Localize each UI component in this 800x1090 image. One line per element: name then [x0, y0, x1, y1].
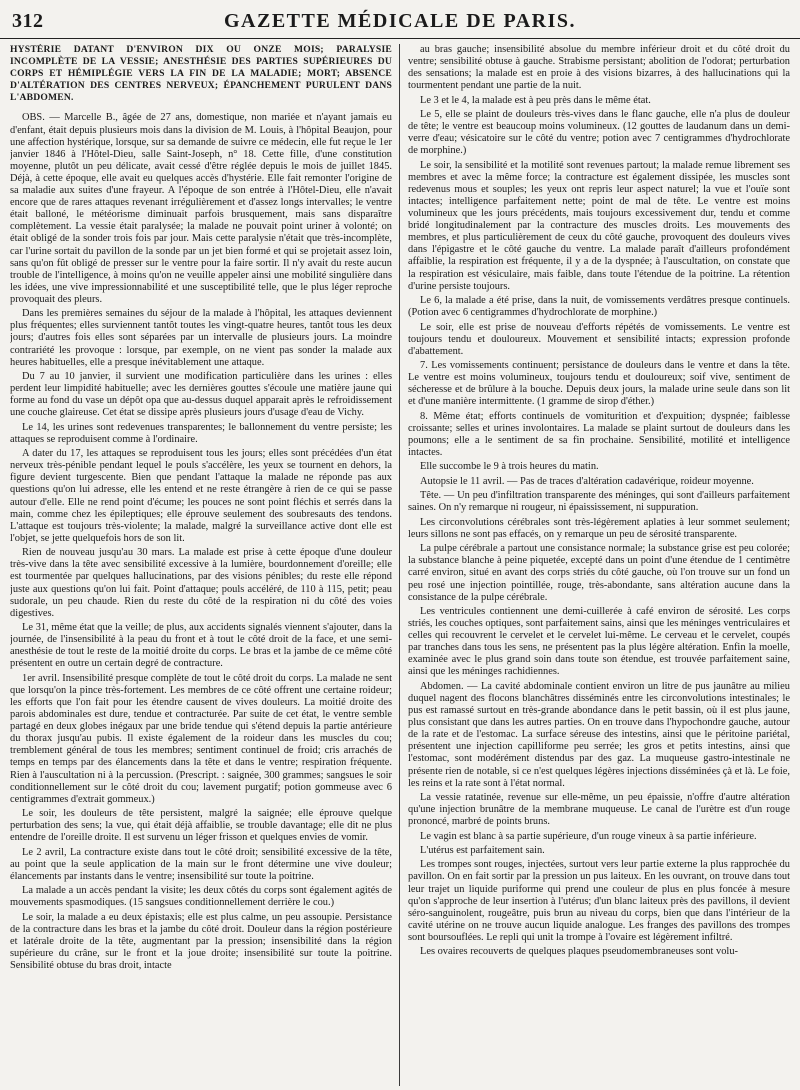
page-header	[0, 0, 800, 39]
case-paragraph: A dater du 17, les attaques se reproduisent tous les jours; elles sont précédées d'un état nerveux très-pénible pendant lequel le pouls s'accélère, les yeux se tournent en dehors, la figure devient turgescente. Bien que pendant l'attaque la malade ne réponde pas aux questions qu'on lui adresse, elle les entend et ne reste étrangère à rien de ce qui se passe autour d'elle. Elle ne rend point d'écume; les pouces ne sont point fléchis et serrés dans la main, comme chez les épileptiques; elle éprouve seulement des soubresauts des tendons. L'attaque est toujours très-violente; la malade, malgré la surveillance active dont elle est l'objet, se jette quelquefois hors de son lit.	[10, 448, 392, 544]
case-paragraph: 8. Même état; efforts continuels de vomiturition et d'expuition; dyspnée; faiblesse croissante; selles et urines involontaires. La malade se plaint surtout de douleurs dans les poumons; elle a le sentiment de sa fin prochaine. Sensibilité, motilité et intelligence intactes.	[408, 410, 790, 459]
case-paragraph: 1er avril. Insensibilité presque complète de tout le côté droit du corps. La malade ne sent que lorsqu'on la pince très-fortement. Les membres de ce côté offrent une certaine roideur; les efforts que l'on fait pour les étendre causent de vives douleurs. La moitié droite des parois abdominales est dure, tendue et contracturée. Par suite de cet état, le ventre semble partagé en deux globes inégaux par une bride tendue qui s'étend depuis la partie antérieure du thorax jusqu'au pubis. Il existe également de la roideur dans les muscles du cou; tremblement général de tous les membres; sentiment continuel de froid; cris arrachés de temps en temps par des élancements dans la tête et dans le ventre; respiration fréquente. Rien à l'auscultation ni à la percussion. (Prescript. : saignée, 300 grammes; sangsues le soir conditionnellement sur le côté droit du cou; lavement purgatif; potion gommeuse avec 6 centigrammes d'extrait gommeux.)	[10, 672, 392, 805]
case-paragraph: La pulpe cérébrale a partout une consistance normale; la substance grise est peu colorée; la substance blanche à peine piquetée, excepté dans un point d'une étendue de 1 centimètre carré environ, situé en avant des corps striés du côté gauche, où l'on trouve sur un fond un peu rosé une injection pointillée, rouge, très-abondante, sans altération aucune dans la consistance de la pulpe cérébrale.	[408, 543, 790, 603]
case-paragraph: Les circonvolutions cérébrales sont très-légèrement aplaties à leur sommet seulement; leurs sillons ne sont pas effacés, on y remarque un peu de sérosité transparente.	[408, 516, 790, 540]
case-paragraph: Du 7 au 10 janvier, il survient une modification particulière dans les urines : elles perdent leur limpidité habituelle; avec les dernières gouttes s'écoule une matière jaune qui forme au fond du vase un dépôt opa que au-dessus duquel apparait après le refroidissement une couche glaireuse. Cet état se dissipe après plusieurs jours d'usage d'eau de Vichy.	[10, 371, 392, 419]
case-paragraph: Les ovaires recouverts de quelques plaques pseudomembraneuses sont volu-	[420, 946, 738, 958]
case-paragraph: Le soir, la malade a eu deux épistaxis; elle est plus calme, un peu assoupie. Persistance de la contracture dans les bras et la jambe du côté droit. Douleur dans la région postérieure et latérale droite de la tête, augmentant par la pression; insensibilité dans la région supérieure du crâne, sur le front et la joue droite; insensibilité sur toute la poitrine. Sensibilité obtuse du bras droit, intacte	[10, 911, 392, 972]
case-title: HYSTÉRIE DATANT D'ENVIRON DIX OU ONZE MOIS; PARALYSIE INCOMPLÈTE DE LA VESSIE; ANESTHÉSIE DES PARTIES SUPÉRIEURES DU CORPS ET HÉMIPLÉGIE VERS LA FIN DE LA MALADIE; MORT; ABSENCE D'ALTÉRATION DES CENTRES NERVEUX; ÉPANCHEMENT PURULENT DANS L'ABDOMEN.	[10, 44, 392, 104]
case-paragraph: La malade a un accès pendant la visite; les deux côtés du corps sont également agités de mouvements spasmodiques. (15 sangsues conditionnellement derrière le cou.)	[10, 885, 392, 909]
case-paragraph: Le vagin est blanc à sa partie supérieure, d'un rouge vineux à sa partie inférieure.	[420, 830, 757, 842]
right-column	[408, 44, 790, 1086]
case-paragraph: Le 3 et le 4, la malade est à peu près dans le même état.	[420, 94, 651, 106]
left-column	[10, 44, 392, 1086]
case-paragraph: Tête. — Un peu d'infiltration transparente des méninges, qui sont d'ailleurs parfaitement saines. On n'y remarque ni rougeur, ni épaississement, ni suppuration.	[408, 490, 790, 514]
case-paragraph: Elle succombe le 9 à trois heures du matin.	[420, 461, 599, 473]
case-paragraph: Le soir, elle est prise de nouveau d'efforts répétés de vomissements. Le ventre est toujours tendu et douloureux. Mouvement et sensibilité intacts; expression profonde d'abattement.	[408, 321, 790, 357]
case-paragraph: OBS. — Marcelle B., âgée de 27 ans, domestique, non mariée et n'ayant jamais eu d'enfant, était depuis plusieurs mois dans la division de M. Louis, à l'hôpital Beaujon, pour une affection hystérique, lorsque, sur sa demande de suivre ce médecin, elle fut reçue le 1er janvier 1846 à l'Hôtel-Dieu, salle Saint-Joseph, n° 18. Cette fille, d'une constitution moyenne, plutôt un peu délicate, avait cessé d'être réglée depuis le mois de juillet 1845. Déjà, à cette époque, elle avait eu quelques accès d'hystérie. Elle fait remonter l'origine de sa maladie aux suites d'une frayeur. A l'époque de son entrée à l'Hôtel-Dieu, elle n'avait encore que de rares attaques revenant irrégulièrement et d'assez longs intervalles; le ventre était balloné, le météorisme diminuait parfois brusquement, mais sans disparaître complètement. La vessie était paralysée; la malade ne pouvait point uriner à volonté; on était obligé de la sonder trois fois par jour. Mais cette paralysie n'était que très-incomplète, car l'urine sortait du pavillon de la sonde par un jet bien formé et qui se projetait assez loin, sans qu'on fût obligé de presser sur le ventre pour la faire sortir. Il n'y avait du reste aucun trouble de l'intelligence, à moins qu'on ne veuille appeler ainsi une mobilité singulière dans les idées, une vive impressionnabilité et une susceptibilité telle, que le plus léger reproche provoquait des pleurs.	[10, 112, 392, 305]
column-divider	[399, 44, 400, 1086]
case-paragraph: Le 14, les urines sont redevenues transparentes; le ballonnement du ventre persiste; les attaques se reproduisent comme à l'ordinaire.	[10, 421, 392, 445]
page-number: 312	[12, 10, 44, 32]
case-paragraph: au bras gauche; insensibilité absolue du membre inférieur droit et du côté droit du ventre; sensibilité obtuse à gauche. Strabisme persistant; abolition de l'odorat; perturbation des sensations; la malade est en proie à des visions bizarres, à des hallucinations qui la tourmentent pendant une partie de la nuit.	[408, 44, 790, 92]
case-paragraph: Le 31, même état que la veille; de plus, aux accidents signalés viennent s'ajouter, dans la journée, de l'insensibilité à la peau du front et à tout le côté droit de la face, et une semi-anesthésie de tout le reste de la moitié droite du corps. Le bras et la jambe de ce même côté présentent en outre un certain degré de contracture.	[10, 622, 392, 670]
case-paragraph: Les ventricules contiennent une demi-cuillerée à café environ de sérosité. Les corps striés, les couches optiques, sont parfaitement sains, ainsi que les méninges ventriculaires et celles qui recouvrent le cervelet et le cervelet lui-même. Le cerveau et le cervelet, coupés par tranches dans tous les sens, ne présentent pas la plus légère altération. Enfin la moelle, examinée avec le plus grand soin dans toute son étendue, est trouvée parfaitement saine, ainsi que les méninges rachidiennes.	[408, 605, 790, 678]
case-paragraph: Rien de nouveau jusqu'au 30 mars. La malade est prise à cette époque d'une douleur très-vive dans la tête avec sensibilité excessive à la lumière, bourdonnement d'oreille; elle est tourmentée par quelques hallucinations, par des visions pénibles; du reste elle répond juste aux questions qu'on lui fait. Point d'attaque; pouls accéléré, de 110 à 115, petit; peau sudorale, un peu chaude. Rien du reste du côté de la respiration ni du côté des voies digestives.	[10, 547, 392, 619]
journal-title: GAZETTE MÉDICALE DE PARIS.	[223, 10, 577, 32]
case-paragraph: Le soir, la sensibilité et la motilité sont revenues partout; la malade remue librement ses membres et avec la même force; la contracture est également dissipée, les muscles sont redevenus mous et souples; les yeux ont repris leur aspect naturel; la vue et l'ouïe sont intactes; intelligence parfaitement nette; point de mal de tête. Le ventre est moins volumineux que les jours précédents, mais toujours excessivement dur, tendu et comme bridé longitudinalement par la contracture des muscles droits. Les mouvements des membres, et plus particulièrement de ceux du côté gauche, provoquent des douleurs vives dans l'épigastre et le côté gauche du ventre. La malade paraît d'ailleurs profondément affaiblie, la respiration est fréquente, il y a de la dyspnée; à l'auscultation, on constate que la respiration est vésiculaire, mais faible, dans toute l'étendue de la poitrine. La rétention d'urine persiste toujours.	[408, 159, 790, 292]
case-paragraph: Le 6, la malade a été prise, dans la nuit, de vomissements verdâtres presque continuels. (Potion avec 6 centigrammes d'hydrochlorate de morphine.)	[408, 295, 790, 319]
case-paragraph: L'utérus est parfaitement sain.	[420, 844, 545, 856]
case-paragraph: Le 5, elle se plaint de douleurs très-vives dans le flanc gauche, elle n'a plus de douleur de tête; le ventre est beaucoup moins volumineux. (12 gouttes de laudanum dans un demi-verre d'eau; vésicatoire sur le côté du ventre; potion avec 7 centigrammes d'hydrochlorate de morphine.)	[408, 109, 790, 157]
case-paragraph: Les trompes sont rouges, injectées, surtout vers leur partie externe la plus rapprochée du pavillon. On en fait sortir par la pression un pus laiteux. En les ouvrant, on trouve dans tout leur trajet un liquide puriforme qui prend une couleur de plus en plus foncée à mesure qu'on s'approche de leur insertion à l'utérus; d'un blanc laiteux près des pavillons, il devient séro-sanguinolent, rougeâtre, puis brun au niveau du corps, bien que dans l'intérieur de la cavité utérine on ne trouve aucun liquide analogue. Les franges des pavillons des trompes sont boursouflées. Le repli qui unit la trompe à l'ovaire est légèrement infiltré.	[408, 859, 790, 943]
case-paragraph: Abdomen. — La cavité abdominale contient environ un litre de pus jaunâtre au milieu duquel nagent des flocons blanchâtres disséminés entre les circonvolutions intestinales; le pus est ramassé surtout en très-grande abondance dans le petit bassin, où il est plus jaune, plus consistant que dans les autres parties. On en trouve dans l'hypochondre gauche, autour de la rate et de l'estomac. La surface séreuse des intestins, ainsi que le péritoine pariétal, présentent une injection capilliforme peu serrée; les gros et petits intestins, ainsi que l'estomac, sont modérément distendus par des gaz. La muqueuse gastro-intestinale ne présente rien de notable, si ce n'est quelques légères injections disséminées çà et là. Le foie, les reins et la rate sont à l'état normal.	[408, 680, 790, 789]
case-paragraph: Le soir, les douleurs de tête persistent, malgré la saignée; elle éprouve quelque perturbation des sens; la vue, qui était déjà affaiblie, se trouble davantage; elle dit ne plus entendre de l'oreille droite. Il est survenu un léger frisson et quelques envies de vomir.	[10, 808, 392, 844]
case-paragraph: Dans les premières semaines du séjour de la malade à l'hôpital, les attaques deviennent plus fréquentes; elles surviennent tantôt toutes les vingt-quatre heures, tantôt tous les deux jours; d'autres fois elles sont séparées par un intervalle de plusieurs jours. La moindre contrariété les provoque : lorsque, par exemple, on ne vient pas sonder la malade aux heures habituelles, elle a presque inévitablement une attaque.	[10, 308, 392, 368]
case-paragraph: La vessie ratatinée, revenue sur elle-même, un peu épaissie, n'offre d'autre altération qu'une injection brunâtre de la membrane muqueuse. Le canal de l'urètre est d'un rouge prononcé, marbré de points bruns.	[408, 791, 790, 828]
case-paragraph: Le 2 avril, La contracture existe dans tout le côté droit; sensibilité excessive de la tête, au point que la seule application de la main sur le front détermine une vive douleur; élancements par instants dans le ventre; insensibilité sur toute la poitrine.	[10, 846, 392, 882]
case-paragraph: 7. Les vomissements continuent; persistance de douleurs dans le ventre et dans la tête. Le ventre est moins volumineux, toujours tendu et douloureux; soif vive, sentiment de sécheresse et de brûlure à la bouche. Depuis deux jours, la malade urine seule dans son lit et d'une manière intermittente. (1 gramme de sirop d'éther.)	[408, 360, 790, 408]
case-paragraph: Autopsie le 11 avril. — Pas de traces d'altération cadavérique, roideur moyenne.	[420, 475, 754, 487]
